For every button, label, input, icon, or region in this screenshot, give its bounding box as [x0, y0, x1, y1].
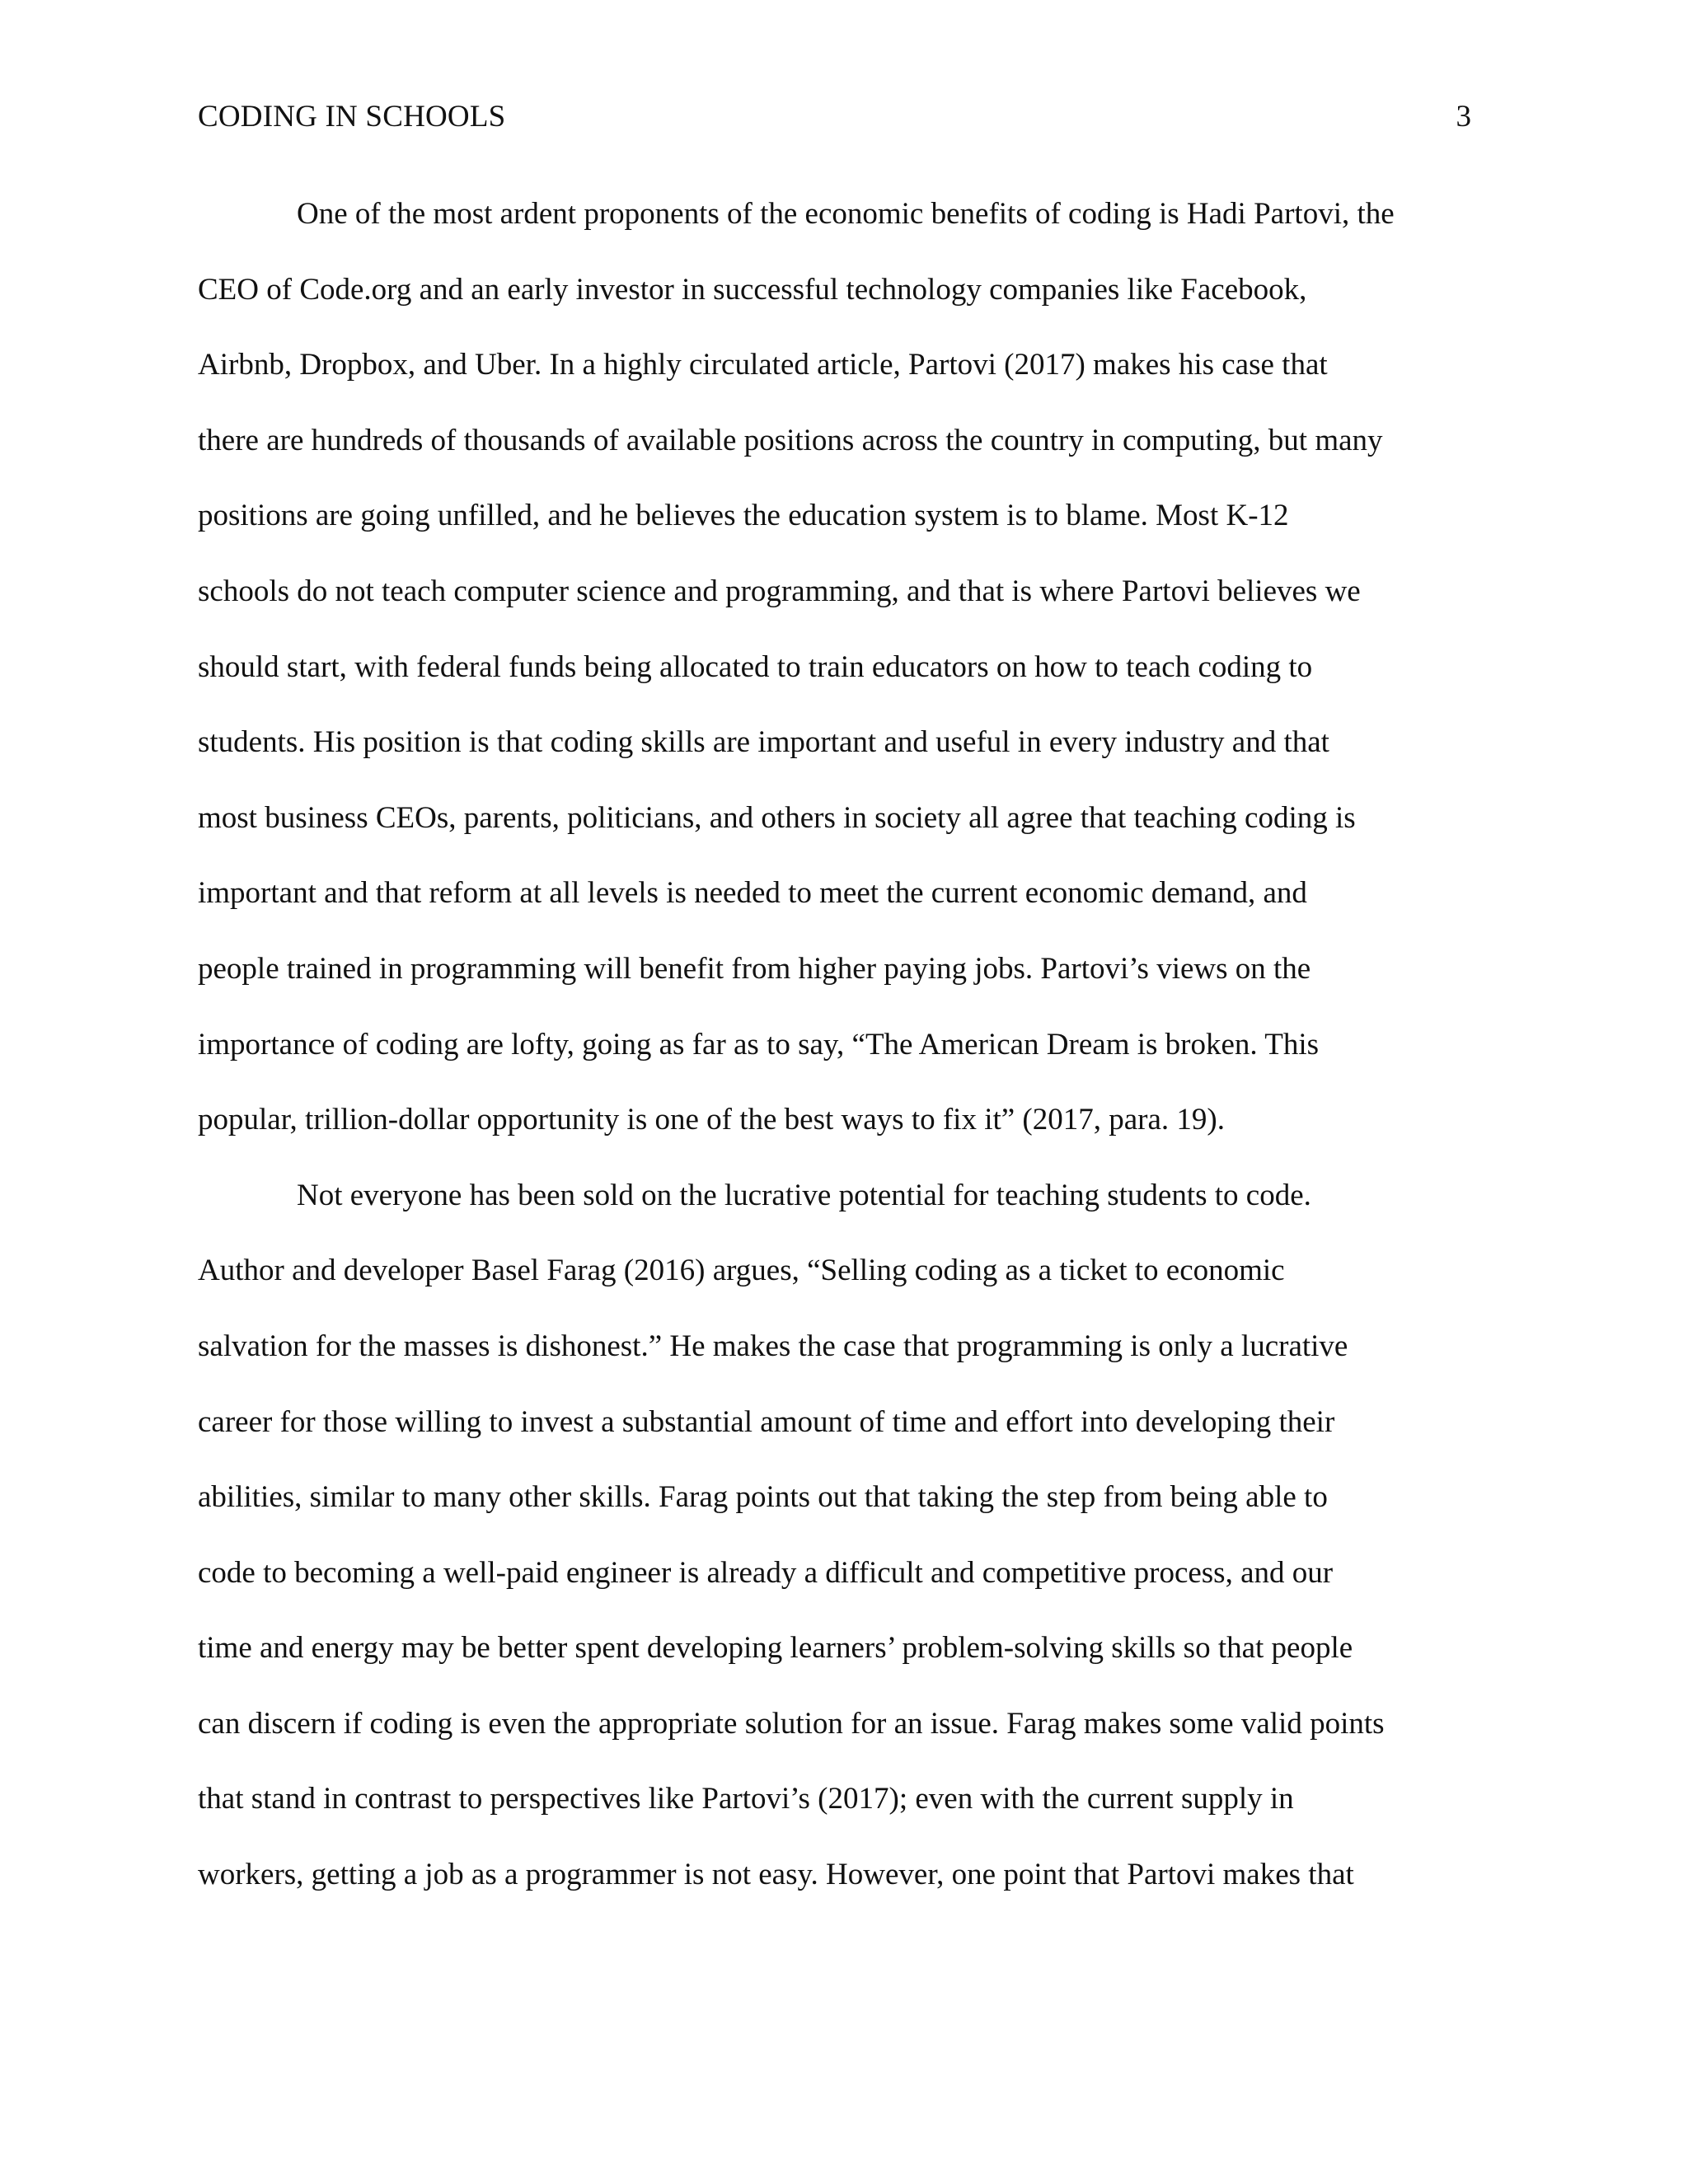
paragraph-line: should start, with federal funds being allocated to train educators on how to teach coding to: [198, 649, 1313, 684]
paragraph-line: workers, getting a job as a programmer is not easy. However, one point that Partovi makes that: [198, 1858, 1354, 1892]
paragraph-line: students. His position is that coding skills are important and useful in every industry and that: [198, 725, 1329, 760]
page-number: 3: [1456, 100, 1471, 134]
paragraph-line: most business CEOs, parents, politicians, and others in society all agree that teaching coding is: [198, 800, 1356, 835]
paragraph-line: Airbnb, Dropbox, and Uber. In a highly circulated article, Partovi (2017) makes his case that: [198, 348, 1328, 382]
running-head: CODING IN SCHOOLS: [198, 100, 506, 134]
paragraph-line: schools do not teach computer science and programming, and that is where Partovi believes we: [198, 574, 1361, 608]
paragraph-line: can discern if coding is even the appropriate solution for an issue. Farag makes some valid points: [198, 1706, 1385, 1741]
paragraph-line: CEO of Code.org and an early investor in successful technology companies like Facebook,: [198, 272, 1307, 307]
paragraph-line: code to becoming a well-paid engineer is already a difficult and competitive process, and our: [198, 1555, 1334, 1590]
paragraph-line: importance of coding are lofty, going as far as to say, “The American Dream is broken. This: [198, 1027, 1320, 1062]
paragraph-line: positions are going unfilled, and he believes the education system is to blame. Most K-12: [198, 499, 1289, 533]
paragraph-line: salvation for the masses is dishonest.” He makes the case that programming is only a lucrative: [198, 1329, 1348, 1363]
paragraph-line: abilities, similar to many other skills. Farag points out that taking the step from being able to: [198, 1480, 1328, 1515]
paragraph: [198, 193, 1492, 1174]
paragraph-line: people trained in programming will benefit from higher paying jobs. Partovi’s views on the: [198, 951, 1311, 986]
paragraph-line: popular, trillion-dollar opportunity is one of the best ways to fix it” (2017, para. 19).: [198, 1103, 1225, 1137]
paragraph-line: One of the most ardent proponents of the economic benefits of coding is Hadi Partovi, the: [297, 197, 1395, 231]
paragraph: [198, 1174, 1492, 1929]
paragraph-line: Not everyone has been sold on the lucrative potential for teaching students to code.: [297, 1178, 1311, 1212]
body-text: [198, 193, 1492, 1929]
paragraph-line: Author and developer Basel Farag (2016) argues, “Selling coding as a ticket to economic: [198, 1254, 1285, 1288]
paragraph-line: important and that reform at all levels is needed to meet the current economic demand, and: [198, 876, 1307, 911]
paragraph-line: that stand in contrast to perspectives like Partovi’s (2017); even with the current supply in: [198, 1782, 1294, 1816]
paragraph-line: there are hundreds of thousands of available positions across the country in computing, but many: [198, 423, 1383, 457]
paragraph-line: career for those willing to invest a substantial amount of time and effort into developing their: [198, 1404, 1335, 1439]
paragraph-line: time and energy may be better spent developing learners’ problem-solving skills so that people: [198, 1631, 1353, 1666]
